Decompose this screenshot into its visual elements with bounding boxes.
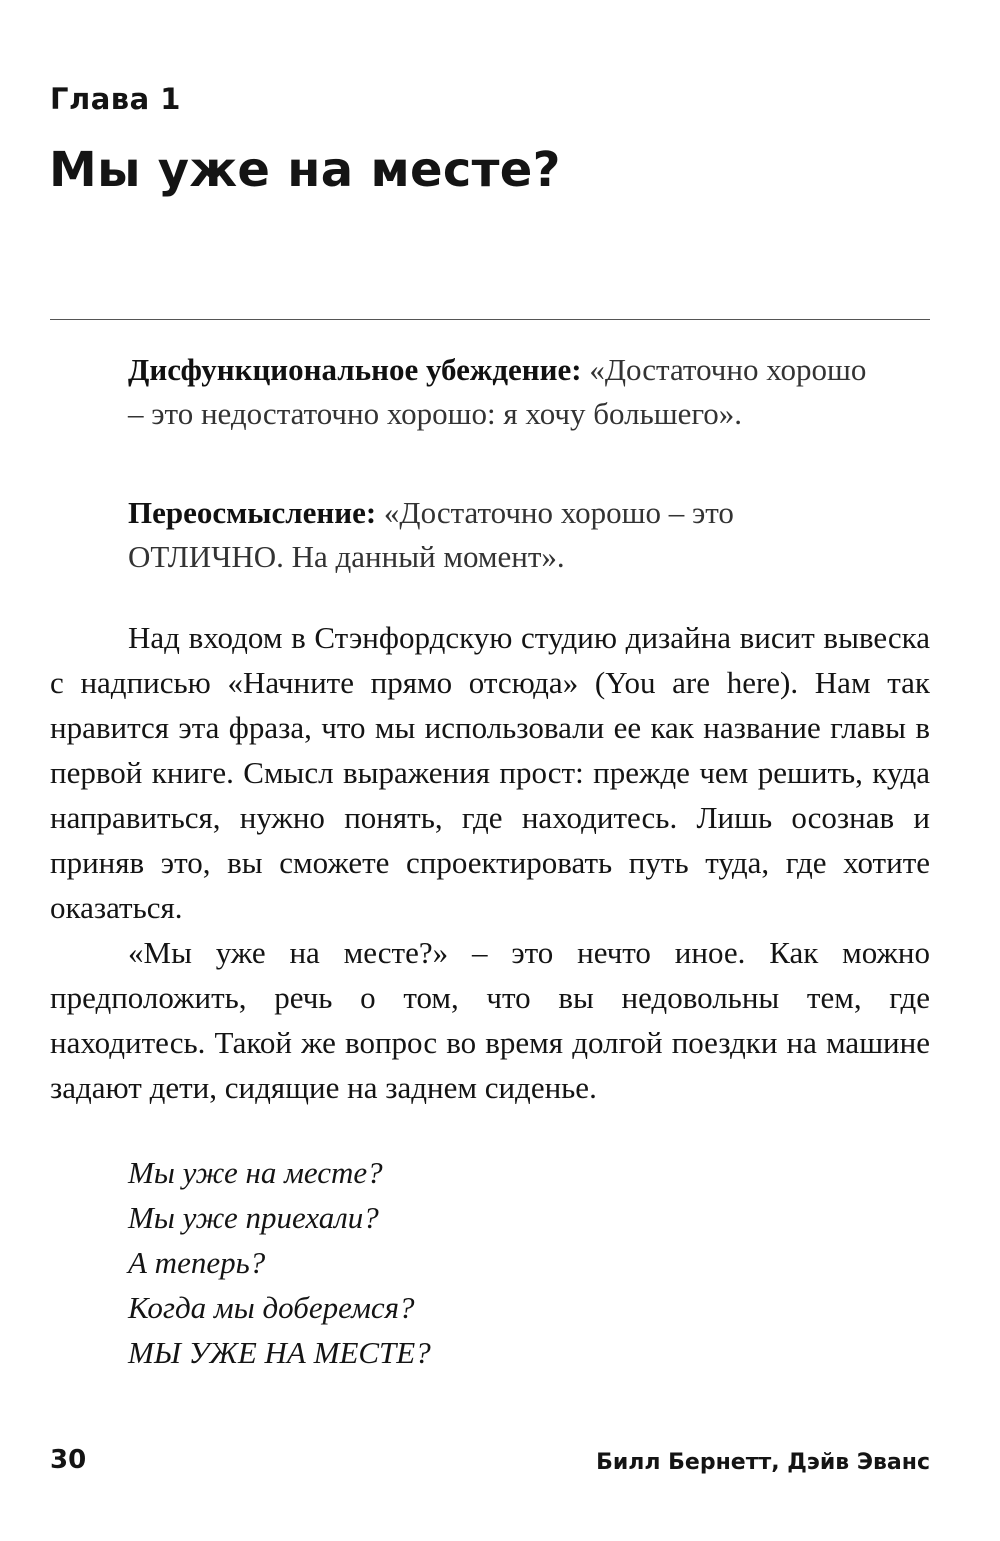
- body-paragraph: «Мы уже на месте?» – это нечто иное. Как можно предположить, речь о том, что вы недовольны тем, где находитесь. Такой же вопрос во время долгой поездки на машине задают дети, сидящие на заднем сиденье.: [50, 935, 930, 1105]
- reframe-label: Переосмысление:: [128, 495, 377, 530]
- running-footer-authors: Билл Бернетт, Дэйв Эванс: [596, 1450, 930, 1475]
- section-divider: [50, 319, 930, 320]
- italic-quotes: [128, 1150, 431, 1375]
- dysfunctional-belief-block: [128, 348, 868, 436]
- belief-label: Дисфункциональное убеждение:: [128, 352, 582, 387]
- quote-line: А теперь?: [128, 1245, 266, 1280]
- belief-text: «Достаточно хорошо – это недостаточно хорошо: я хочу большего».: [128, 352, 867, 431]
- body-text: [50, 615, 930, 1110]
- quote-line: МЫ УЖЕ НА МЕСТЕ?: [128, 1335, 431, 1370]
- quote-line: Когда мы доберемся?: [128, 1290, 415, 1325]
- quote-line: Мы уже на месте?: [128, 1155, 383, 1190]
- chapter-title: Мы уже на месте?: [49, 142, 561, 198]
- page-number: 30: [50, 1445, 87, 1475]
- reframe-block: [128, 491, 868, 579]
- quote-line: Мы уже приехали?: [128, 1200, 379, 1235]
- body-paragraph: Над входом в Стэнфордскую студию дизайна висит вывеска с надписью «Начните прямо отсюда» (You are here). Нам так нравится эта фраза, что мы использовали ее как название главы в первой книге. Смысл выражения прост: прежде чем решить, куда направиться, нужно понять, где находитесь. Лишь осознав и приняв это, вы сможете спроектировать путь туда, где хотите оказаться.: [50, 620, 930, 925]
- chapter-label: Глава 1: [50, 82, 181, 116]
- reframe-text: «Достаточно хорошо – это ОТЛИЧНО. На данный момент».: [128, 495, 734, 574]
